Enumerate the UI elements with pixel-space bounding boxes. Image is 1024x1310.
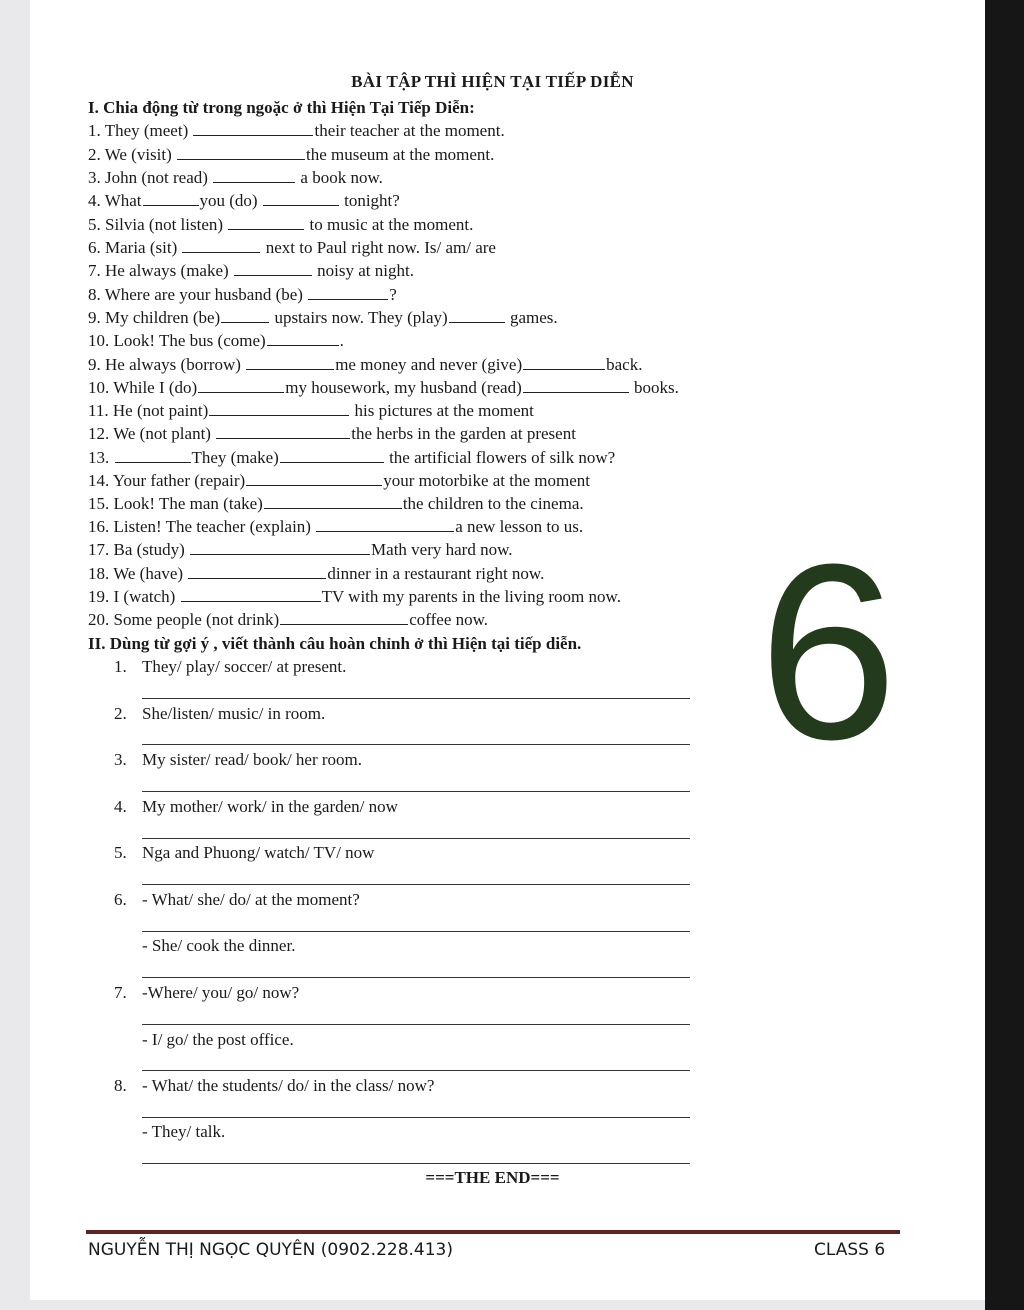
end-marker: ===THE END=== xyxy=(425,1168,560,1187)
answer-blank[interactable] xyxy=(182,238,260,253)
line-text: 9. He always (borrow) xyxy=(88,355,241,374)
answer-blank[interactable] xyxy=(177,145,305,160)
line-text: . xyxy=(339,331,344,350)
prompt-subitem: - She/ cook the dinner. xyxy=(142,936,296,955)
line-text: 20. Some people (not drink) xyxy=(88,610,280,629)
answer-blank[interactable] xyxy=(523,378,629,393)
page-title: BÀI TẬP THÌ HIỆN TẠI TIẾP DIỄN xyxy=(351,72,634,91)
exercise-line xyxy=(88,378,679,398)
answer-line[interactable] xyxy=(142,1070,690,1071)
line-text: the herbs in the garden at present xyxy=(351,424,576,443)
exercise-line xyxy=(88,238,496,258)
item-number: 4. xyxy=(114,797,127,816)
prompt-item xyxy=(114,704,325,724)
answer-blank[interactable] xyxy=(221,308,269,323)
answer-blank[interactable] xyxy=(181,587,321,602)
line-text: 11. He (not paint) xyxy=(88,401,209,420)
line-text: 10. Look! The bus (come) xyxy=(88,331,266,350)
line-text: 16. Listen! The teacher (explain) xyxy=(88,517,311,536)
exercise-line xyxy=(88,540,513,560)
exercise-line xyxy=(88,401,534,421)
line-text: 15. Look! The man (take) xyxy=(88,494,263,513)
item-text: -Where/ you/ go/ now? xyxy=(142,983,300,1002)
prompt-item xyxy=(114,843,374,863)
answer-blank[interactable] xyxy=(280,448,384,463)
line-text: me money and never (give) xyxy=(335,355,523,374)
answer-blank[interactable] xyxy=(267,331,339,346)
exercise-line xyxy=(88,355,642,375)
answer-blank[interactable] xyxy=(190,540,370,555)
line-text: 17. Ba (study) xyxy=(88,540,185,559)
item-text: She/listen/ music/ in room. xyxy=(142,704,326,723)
line-text: tonight? xyxy=(344,191,400,210)
prompt-subitem: - They/ talk. xyxy=(142,1122,226,1141)
dark-screen-edge xyxy=(985,0,1024,1310)
answer-blank[interactable] xyxy=(308,285,388,300)
answer-blank[interactable] xyxy=(449,308,505,323)
prompt-item xyxy=(114,983,299,1003)
section-2-heading: II. Dùng từ gợi ý , viết thành câu hoàn chỉnh ở thì Hiện tại tiếp diễn. xyxy=(88,634,582,653)
exercise-line xyxy=(88,261,414,281)
line-text: ? xyxy=(389,285,397,304)
answer-blank[interactable] xyxy=(280,610,408,625)
item-number: 5. xyxy=(114,843,127,862)
line-text: your motorbike at the moment xyxy=(383,471,590,490)
line-text: 18. We (have) xyxy=(88,564,184,583)
exercise-line xyxy=(88,168,383,188)
line-text: 14. Your father (repair) xyxy=(88,471,246,490)
exercise-line xyxy=(88,610,488,630)
exercise-line xyxy=(88,331,344,351)
answer-blank[interactable] xyxy=(246,355,334,370)
exercise-line xyxy=(88,121,505,141)
answer-line[interactable] xyxy=(142,977,690,978)
answer-line[interactable] xyxy=(142,791,690,792)
line-text: their teacher at the moment. xyxy=(314,121,505,140)
line-text: 6. Maria (sit) xyxy=(88,238,178,257)
line-text: 19. I (watch) xyxy=(88,587,176,606)
item-number: 2. xyxy=(114,704,127,723)
answer-line[interactable] xyxy=(142,744,690,745)
exercise-line xyxy=(88,308,558,328)
line-text: 10. While I (do) xyxy=(88,378,198,397)
answer-line[interactable] xyxy=(142,698,690,699)
line-text: a new lesson to us. xyxy=(455,517,584,536)
answer-line[interactable] xyxy=(142,1024,690,1025)
line-text: coffee now. xyxy=(409,610,489,629)
line-text: 4. What xyxy=(88,191,142,210)
line-text: the artificial flowers of silk now? xyxy=(389,448,616,467)
line-text: next to Paul right now. Is/ am/ are xyxy=(265,238,496,257)
line-text: Math very hard now. xyxy=(371,540,513,559)
footer-class: CLASS 6 xyxy=(814,1240,886,1260)
line-text: dinner in a restaurant right now. xyxy=(327,564,545,583)
answer-blank[interactable] xyxy=(213,168,295,183)
exercise-line xyxy=(88,471,590,491)
item-text: They/ play/ soccer/ at present. xyxy=(142,657,347,676)
exercise-line xyxy=(88,517,583,537)
answer-blank[interactable] xyxy=(198,378,284,393)
line-text: a book now. xyxy=(300,168,383,187)
line-text: TV with my parents in the living room now. xyxy=(321,587,621,606)
exercise-line xyxy=(88,494,584,514)
line-text: 13. xyxy=(88,448,110,467)
line-text: books. xyxy=(634,378,679,397)
line-text: upstairs now. They (play) xyxy=(274,308,448,327)
line-text: 7. He always (make) xyxy=(88,261,229,280)
item-number: 3. xyxy=(114,750,127,769)
answer-line[interactable] xyxy=(142,931,690,932)
line-text: 8. Where are your husband (be) xyxy=(88,285,303,304)
exercise-line xyxy=(88,424,576,444)
answer-blank[interactable] xyxy=(188,564,326,579)
line-text: They (make) xyxy=(191,448,279,467)
prompt-item xyxy=(114,750,362,770)
item-text: - What/ she/ do/ at the moment? xyxy=(142,890,360,909)
line-text: to music at the moment. xyxy=(309,215,474,234)
item-text: My sister/ read/ book/ her room. xyxy=(142,750,363,769)
answer-blank[interactable] xyxy=(216,424,350,439)
line-text: back. xyxy=(606,355,643,374)
item-text: - What/ the students/ do/ in the class/ now? xyxy=(142,1076,435,1095)
line-text: 5. Silvia (not listen) xyxy=(88,215,224,234)
line-text: the children to the cinema. xyxy=(402,494,584,513)
exercise-line xyxy=(88,587,621,607)
item-number: 7. xyxy=(114,983,127,1002)
section-1-heading: I. Chia động từ trong ngoặc ở thì Hiện Tại Tiếp Diễn: xyxy=(88,98,475,117)
answer-blank[interactable] xyxy=(523,355,605,370)
answer-blank[interactable] xyxy=(234,261,312,276)
exercise-line xyxy=(88,145,494,165)
line-text: 9. My children (be) xyxy=(88,308,221,327)
line-text: 3. John (not read) xyxy=(88,168,208,187)
prompt-item xyxy=(114,1076,434,1096)
answer-blank[interactable] xyxy=(143,191,199,206)
answer-line[interactable] xyxy=(142,1163,690,1164)
line-text: the museum at the moment. xyxy=(306,145,495,164)
item-number: 6. xyxy=(114,890,127,909)
answer-blank[interactable] xyxy=(193,121,313,136)
line-text: games. xyxy=(509,308,558,327)
prompt-item xyxy=(114,797,398,817)
line-text: noisy at night. xyxy=(317,261,414,280)
exercise-line xyxy=(88,215,473,235)
item-number: 8. xyxy=(114,1076,127,1095)
answer-line[interactable] xyxy=(142,838,690,839)
exercise-line xyxy=(88,285,397,305)
line-text: 2. We (visit) xyxy=(88,145,172,164)
answer-blank[interactable] xyxy=(263,191,339,206)
item-text: Nga and Phuong/ watch/ TV/ now xyxy=(142,843,375,862)
line-text: you (do) xyxy=(199,191,258,210)
footer-divider xyxy=(86,1230,900,1234)
answer-blank[interactable] xyxy=(264,494,402,509)
prompt-subitem: - I/ go/ the post office. xyxy=(142,1030,294,1049)
exercise-line xyxy=(88,448,615,468)
item-number: 1. xyxy=(114,657,127,676)
answer-blank[interactable] xyxy=(316,517,454,532)
line-text: my housework, my husband (read) xyxy=(285,378,522,397)
answer-line[interactable] xyxy=(142,1117,690,1118)
class-number-graphic: 6 xyxy=(758,512,898,791)
prompt-item xyxy=(114,657,346,677)
answer-blank[interactable] xyxy=(209,401,349,416)
exercise-line xyxy=(88,191,400,211)
answer-blank[interactable] xyxy=(246,471,382,486)
answer-blank[interactable] xyxy=(115,448,191,463)
line-text: 1. They (meet) xyxy=(88,121,189,140)
footer-author: NGUYỄN THỊ NGỌC QUYÊN (0902.228.413) xyxy=(88,1240,454,1260)
line-text: 12. We (not plant) xyxy=(88,424,211,443)
item-text: My mother/ work/ in the garden/ now xyxy=(142,797,398,816)
exercise-line xyxy=(88,564,544,584)
answer-line[interactable] xyxy=(142,884,690,885)
line-text: his pictures at the moment xyxy=(354,401,534,420)
answer-blank[interactable] xyxy=(228,215,304,230)
prompt-item xyxy=(114,890,360,910)
